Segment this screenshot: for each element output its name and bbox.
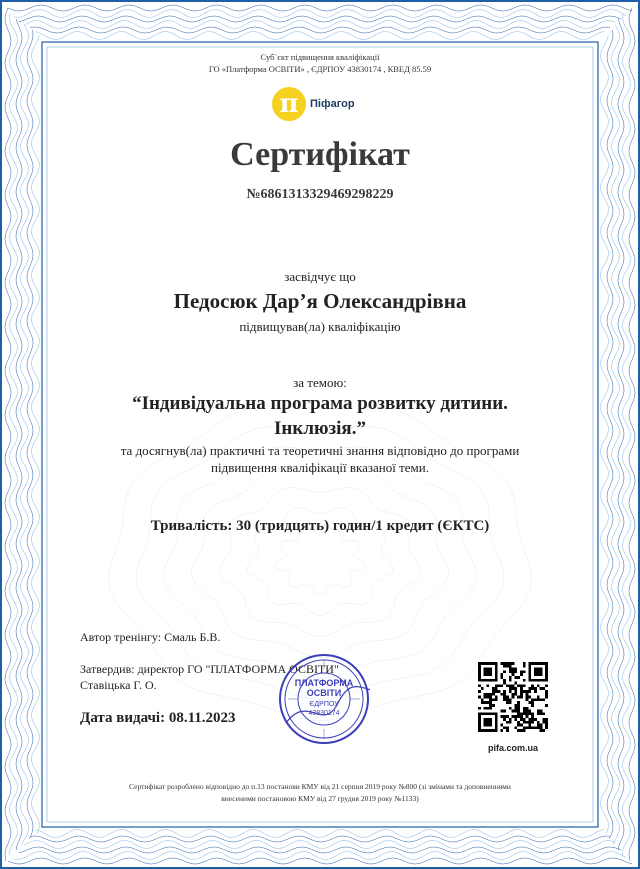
page-title: Сертифікат	[230, 136, 410, 173]
certifies-text: засвідчує що	[284, 269, 356, 284]
stamp-code-label: ЄДРПОУ	[309, 701, 339, 708]
qr-code[interactable]	[478, 662, 548, 732]
stamp-code: 43830174	[308, 710, 340, 717]
site-link[interactable]: pifa.com.ua	[487, 743, 538, 753]
achieved-line-1: та досягнув(ла) практичні та теоретичні знання відповідно до програми	[120, 443, 520, 458]
issuer-line-1: Суб`єкт підвищення кваліфікації	[260, 52, 380, 62]
improved-text: підвищував(ла) кваліфікацію	[239, 319, 401, 334]
pifagor-logo	[272, 86, 355, 122]
topic-line-1: “Індивідуальна програма розвитку дитини.	[132, 393, 508, 414]
issue-date: Дата видачі: 08.11.2023	[80, 710, 236, 726]
official-stamp	[278, 653, 370, 745]
stamp-text-1: ПЛАТФОРМА	[294, 678, 354, 688]
stamp-text-2: ОСВІТИ	[306, 688, 342, 698]
topic-line-2: Інклюзія.”	[274, 418, 366, 439]
footnote-line-2: внесеними постановою КМУ від 27 грудня 2019 року №1133)	[221, 794, 419, 803]
certificate-number: №6861313329469298229	[246, 187, 394, 202]
author: Автор тренінгу: Смаль Б.В.	[80, 630, 221, 644]
duration: Тривалість: 30 (тридцять) годин/1 кредит (ЄКТС)	[150, 518, 490, 534]
issuer-line-2: ГО «Платформа ОСВІТИ» , ЄДРПОУ 43830174 , КВЕД 85.59	[208, 64, 432, 74]
footnote-line-1: Сертифікат розроблено відповідно до п.13 постанови КМУ від 21 серпня 2019 року №800 (зі змінами та доповненнями	[129, 782, 511, 791]
logo-name: Піфагор	[310, 98, 355, 110]
pi-icon: π	[272, 87, 306, 121]
approved-line-1: Затвердив: директор ГО "ПЛАТФОРМА ОСВІТИ"	[80, 662, 339, 676]
topic-label: за темою:	[293, 375, 347, 390]
approved-line-2: Ставіцька Г. О.	[80, 678, 157, 692]
recipient-name: Педосюк Дар’я Олександрівна	[173, 289, 467, 313]
achieved-line-2: підвищення кваліфікації вказаної теми.	[211, 460, 429, 475]
